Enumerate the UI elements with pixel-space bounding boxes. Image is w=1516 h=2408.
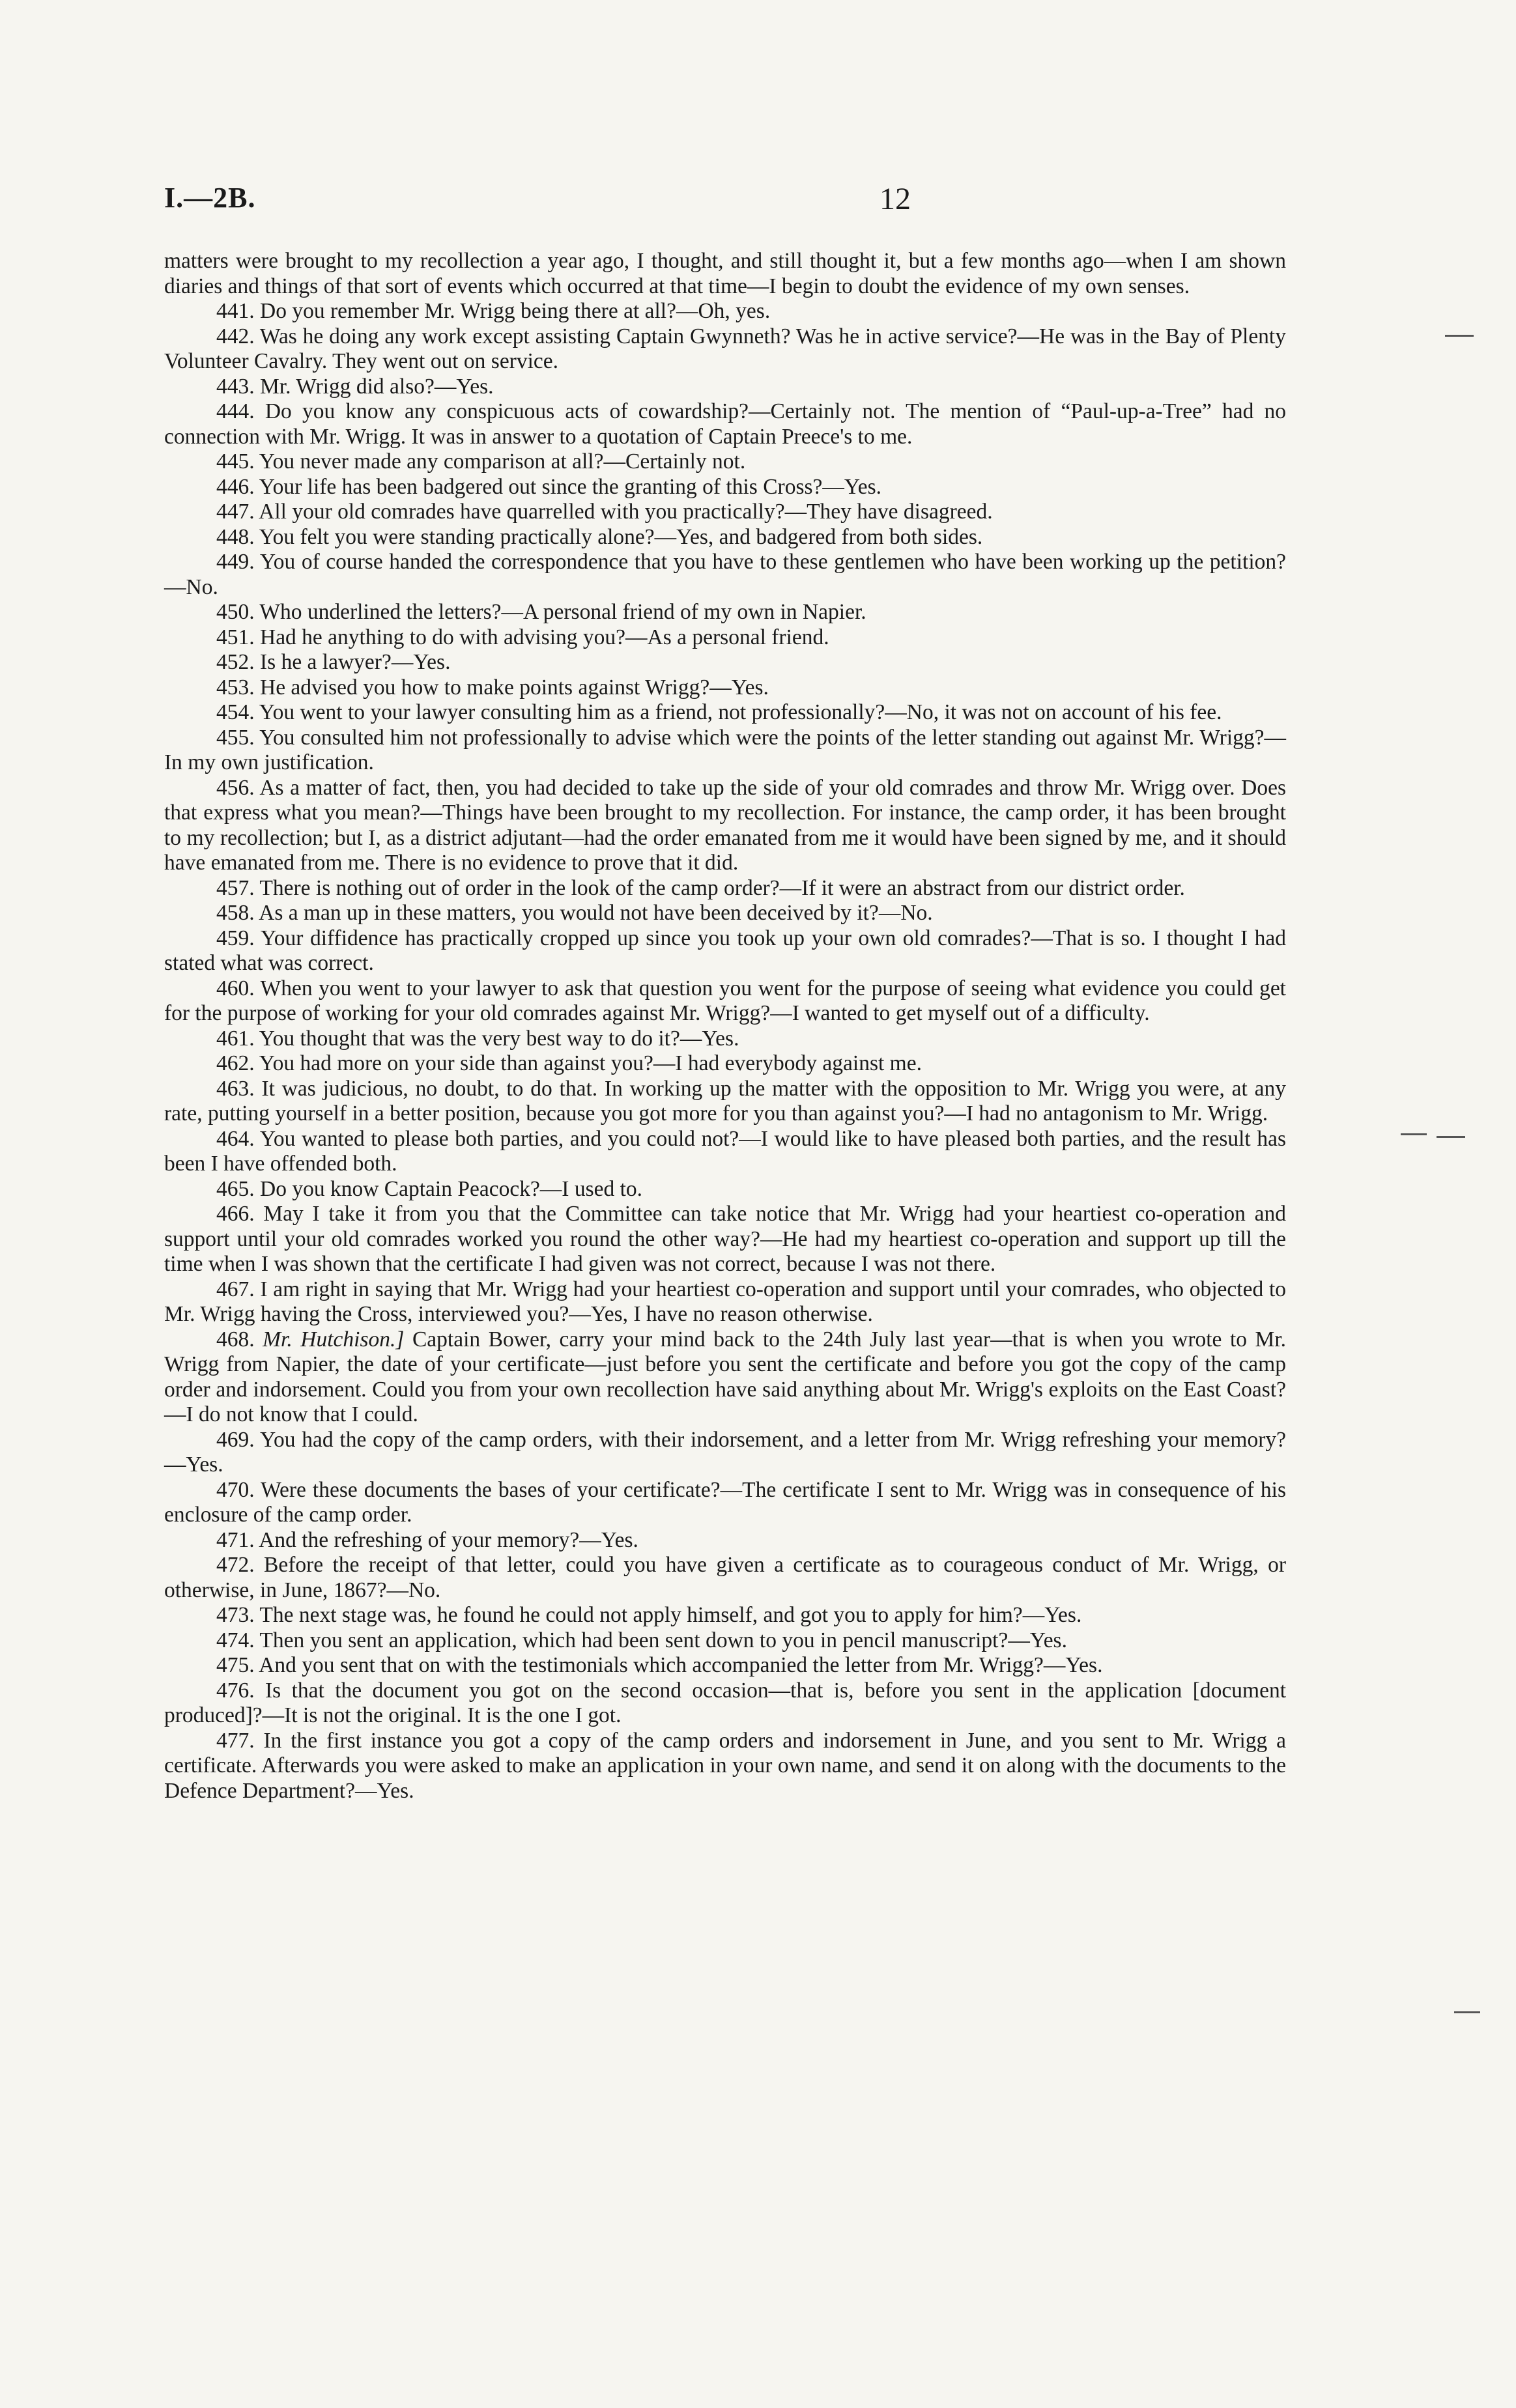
evidence-item: [164, 500, 1286, 525]
evidence-item: [164, 1553, 1286, 1603]
question-text: You thought that was the very best way to do it?—Yes.: [259, 1026, 739, 1051]
question-text: Then you sent an application, which had been sent down to you in pencil manuscript?—Yes.: [259, 1628, 1067, 1652]
evidence-item: [164, 1603, 1286, 1628]
page-number: 12: [880, 182, 911, 216]
evidence-item: [164, 1027, 1286, 1052]
speaker-name: Mr. Hutchison.]: [263, 1327, 405, 1352]
evidence-item: [164, 1628, 1286, 1654]
evidence-item: [164, 324, 1286, 375]
question-text: There is nothing out of order in the look of the camp order?—If it were an abstract from our district order.: [259, 875, 1185, 900]
evidence-item: [164, 525, 1286, 550]
question-text: You went to your lawyer consulting him as a friend, not professionally?—No, it was not on account of his fee.: [259, 700, 1222, 724]
question-text: You had more on your side than against you?—I had everybody against me.: [259, 1051, 922, 1075]
margin-mark: [1454, 2011, 1480, 2013]
evidence-item: [164, 1478, 1286, 1528]
question-number: 450.: [216, 600, 255, 624]
question-number: 441.: [216, 299, 255, 323]
question-number: 474.: [216, 1628, 255, 1652]
question-number: 456.: [216, 775, 255, 800]
question-text: Is he a lawyer?—Yes.: [260, 650, 451, 674]
question-number: 476.: [216, 1678, 255, 1703]
question-number: 460.: [216, 976, 255, 1000]
evidence-item: [164, 675, 1286, 701]
evidence-item: [164, 700, 1286, 726]
question-number: 459.: [216, 926, 255, 950]
question-text: As a man up in these matters, you would not have been deceived by it?—No.: [259, 901, 933, 925]
question-number: 467.: [216, 1277, 255, 1301]
question-text: Captain Bower, carry your mind back to the 24th July last year—that is when you wrote to Mr. Wrigg from Napier, the date of your certificate—just before you sent the certificate and before you got the copy of the camp order and indorsement. Could you from your own recollection have said anything about Mr. Wrigg's exploits on the East Coast?—I do not know that I could.: [164, 1327, 1287, 1426]
question-number: 470.: [216, 1477, 255, 1502]
question-number: 462.: [216, 1051, 255, 1075]
question-text: Before the receipt of that letter, could you have given a certificate as to courageous conduct of Mr. Wrigg, or otherwise, in June, 1867?—No.: [164, 1553, 1287, 1602]
question-number: 475.: [216, 1653, 255, 1677]
evidence-item: [164, 299, 1286, 324]
question-text: Do you know Captain Peacock?—I used to.: [260, 1176, 643, 1201]
question-text: Mr. Wrigg did also?—Yes.: [260, 374, 494, 399]
question-text: When you went to your lawyer to ask that question you went for the purpose of seeing what evidence you could get for the purpose of working for your old comrades against Mr. Wrigg?—I wanted to get myself out of a difficulty.: [164, 976, 1286, 1025]
evidence-item: [164, 625, 1286, 651]
evidence-item: [164, 726, 1286, 776]
question-text: Is that the document you got on the second occasion—that is, before you sent in the application [document produced]?—It is not the original. It is the one I got.: [164, 1678, 1286, 1727]
question-number: 446.: [216, 474, 255, 499]
question-text: In the first instance you got a copy of the camp orders and indorsement in June, and you sent to Mr. Wrigg a certificate. Afterwards you were asked to make an application in your own name, and send it on along with the documents to the Defence Department?—Yes.: [164, 1728, 1286, 1803]
question-number: 445.: [216, 449, 255, 474]
question-number: 461.: [216, 1026, 255, 1051]
evidence-item: [164, 1679, 1286, 1729]
question-number: 443.: [216, 374, 255, 399]
question-text: Do you know any conspicuous acts of cowardship?—Certainly not. The mention of “Paul-up-a-Tree” had no connection with Mr. Wrigg. It was in answer to a quotation of Captain Preece's to me.: [164, 399, 1286, 449]
question-text: You consulted him not professionally to advise which were the points of the letter standing out against Mr. Wrigg?—In my own justification.: [164, 725, 1286, 774]
question-number: 468.: [216, 1327, 255, 1352]
question-number: 473.: [216, 1603, 255, 1627]
question-number: 458.: [216, 901, 255, 925]
question-number: 469.: [216, 1427, 255, 1452]
evidence-item: [164, 976, 1286, 1027]
evidence-item: [164, 876, 1286, 901]
question-text: I am right in saying that Mr. Wrigg had your heartiest co-operation and support until your comrades, who objected to Mr. Wrigg having the Cross, interviewed you?—Yes, I have no reason otherwise.: [164, 1277, 1287, 1326]
question-answer-list: [164, 299, 1286, 1804]
question-text: He advised you how to make points against Wrigg?—Yes.: [260, 675, 769, 700]
question-text: May I take it from you that the Committee can take notice that Mr. Wrigg had your heartiest co-operation and support until your old comrades worked you round the other way?—He had my heartiest co-operation and support up till the time when I was shown that the certificate I had given was not correct, because I was not there.: [164, 1202, 1286, 1276]
margin-mark: [1437, 1136, 1465, 1138]
evidence-item: [164, 1528, 1286, 1553]
question-text: You of course handed the correspondence that you have to these gentlemen who have been working up the petition?—No.: [164, 550, 1286, 599]
question-number: 457.: [216, 875, 255, 900]
question-text: You felt you were standing practically alone?—Yes, and badgered from both sides.: [259, 524, 983, 549]
evidence-item: [164, 776, 1286, 876]
question-text: You had the copy of the camp orders, with their indorsement, and a letter from Mr. Wrigg refreshing your memory?—Yes.: [164, 1427, 1286, 1477]
question-number: 444.: [216, 399, 255, 423]
question-number: 471.: [216, 1527, 255, 1552]
question-number: 465.: [216, 1176, 255, 1201]
evidence-item: [164, 550, 1286, 600]
page-header: [164, 181, 1286, 227]
question-text: Your diffidence has practically cropped up since you took up your own old comrades?—That is so. I thought I had stated what was correct.: [164, 926, 1287, 975]
question-text: And you sent that on with the testimonials which accompanied the letter from Mr. Wrigg?—Yes.: [259, 1653, 1103, 1677]
question-text: Your life has been badgered out since the granting of this Cross?—Yes.: [259, 474, 882, 499]
question-text: Who underlined the letters?—A personal friend of my own in Napier.: [259, 600, 866, 624]
evidence-item: [164, 650, 1286, 675]
question-text: The next stage was, he found he could not apply himself, and got you to apply for him?—Yes.: [259, 1603, 1082, 1627]
evidence-item: [164, 1177, 1286, 1202]
question-text: Were these documents the bases of your certificate?—The certificate I sent to Mr. Wrigg was in consequence of his enclosure of the camp order.: [164, 1477, 1287, 1527]
evidence-item: [164, 1277, 1286, 1327]
question-text: Was he doing any work except assisting Captain Gwynneth? Was he in active service?—He was in the Bay of Plenty Volunteer Cavalry. They went out on service.: [164, 324, 1286, 373]
question-text: All your old comrades have quarrelled with you practically?—They have disagreed.: [259, 500, 993, 524]
evidence-item: [164, 1729, 1286, 1804]
evidence-item: [164, 1428, 1286, 1478]
evidence-item: [164, 1051, 1286, 1077]
question-text: And the refreshing of your memory?—Yes.: [259, 1527, 638, 1552]
question-number: 453.: [216, 675, 255, 700]
evidence-item: [164, 475, 1286, 500]
question-text: You never made any comparison at all?—Certainly not.: [259, 449, 746, 474]
question-text: It was judicious, no doubt, to do that. In working up the matter with the opposition to Mr. Wrigg you were, at any rate, putting yourself in a better position, because you got more for you than against you?—I had no antagonism to Mr. Wrigg.: [164, 1076, 1287, 1126]
question-number: 472.: [216, 1553, 255, 1577]
question-number: 455.: [216, 725, 255, 750]
evidence-item: [164, 1127, 1286, 1177]
evidence-item: [164, 1327, 1286, 1428]
evidence-item: [164, 1202, 1286, 1277]
continued-answer: matters were brought to my recollection a year ago, I thought, and still thought it, but a few months ago—when I am shown diaries and things of that sort of events which occurred at that time—I begin to doubt the evidence of my own senses.: [164, 249, 1286, 298]
evidence-item: [164, 901, 1286, 926]
question-text: Do you remember Mr. Wrigg being there at all?—Oh, yes.: [260, 299, 771, 323]
question-number: 449.: [216, 550, 255, 574]
question-text: As a matter of fact, then, you had decided to take up the side of your old comrades and throw Mr. Wrigg over. Does that express what you mean?—Things have been brought to my recollection. For instance, the camp order, it has been brought to my recollection; but I, as a district adjutant—had the order emanated from me it would have been signed by me, and it should have emanated from me. There is no evidence to prove that it did.: [164, 775, 1286, 875]
evidence-item: [164, 399, 1286, 449]
evidence-item: [164, 926, 1286, 976]
question-number: 452.: [216, 650, 255, 674]
evidence-item: [164, 1653, 1286, 1679]
evidence-item: [164, 600, 1286, 625]
evidence-item: [164, 375, 1286, 400]
margin-mark: [1401, 1133, 1427, 1135]
question-number: 464.: [216, 1126, 255, 1151]
margin-mark: [1445, 335, 1474, 337]
question-text: You wanted to please both parties, and you could not?—I would like to have pleased both parties, and the result has been I have offended both.: [164, 1126, 1286, 1176]
question-number: 454.: [216, 700, 255, 724]
question-number: 442.: [216, 324, 255, 348]
document-reference: I.—2B.: [164, 182, 256, 214]
question-number: 477.: [216, 1728, 255, 1753]
question-number: 448.: [216, 524, 255, 549]
question-number: 447.: [216, 500, 255, 524]
evidence-item: [164, 1077, 1286, 1127]
question-number: 451.: [216, 625, 255, 649]
question-number: 463.: [216, 1076, 255, 1101]
question-text: Had he anything to do with advising you?—As a personal friend.: [260, 625, 829, 649]
question-number: 466.: [216, 1202, 255, 1226]
evidence-body: [164, 249, 1286, 1804]
evidence-item: [164, 449, 1286, 475]
